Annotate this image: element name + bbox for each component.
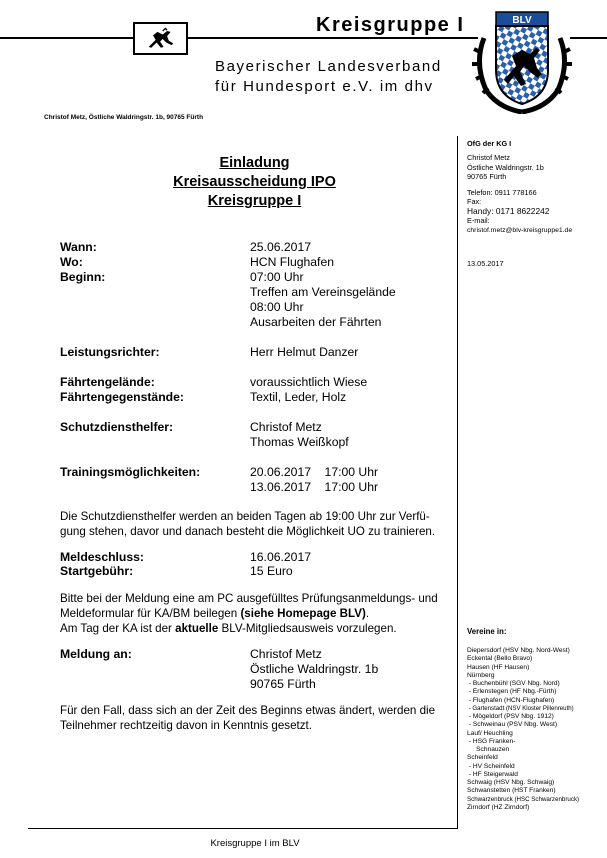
footer-rule xyxy=(28,828,458,829)
list-item: Zirndorf (HZ Zirndorf) xyxy=(467,803,530,811)
text-span: Am Tag der KA ist der xyxy=(60,622,176,635)
list-item: Schnauzen xyxy=(467,746,510,753)
list-item: Lauf/ Heuchling xyxy=(467,729,513,737)
list-item: Hausen (HF Hausen) xyxy=(467,663,530,671)
dog-logo-icon xyxy=(133,22,188,55)
beginn-value-3: 08:00 Uhr xyxy=(250,300,304,314)
vereine-title: Vereine in: xyxy=(467,627,507,636)
list-item: Scheinfeld xyxy=(467,754,498,762)
contact-line: 90765 Fürth xyxy=(467,172,507,181)
sender-address-line: Christof Metz, Östliche Waldringstr. 1b, 90765 Fürth xyxy=(44,114,204,121)
gegenstaende-label: Fährtengegenstände: xyxy=(60,390,184,404)
paragraph-line xyxy=(60,621,438,636)
beginn-value-4: Ausarbeiten der Fährten xyxy=(250,315,382,329)
doc-title-einladung: Einladung xyxy=(219,155,290,171)
blv-crest-icon xyxy=(470,8,574,114)
header-rule-right xyxy=(188,37,478,39)
emphasis-aktuelle: aktuelle xyxy=(175,622,219,635)
list-item: - HF Steigerwald xyxy=(467,770,518,778)
list-item: - Schweinau (PSV Nbg. West) xyxy=(467,721,558,729)
footer-text: Kreisgruppe I im BLV xyxy=(210,838,300,849)
org-name: Kreisgruppe I xyxy=(316,14,465,36)
vereine-list xyxy=(467,647,579,812)
beginn-label: Beginn: xyxy=(60,270,106,284)
list-item: - Mögeldorf (PSV Nbg. 1912) xyxy=(467,713,554,720)
contact-line: Christof Metz xyxy=(467,153,510,162)
list-item: - Erlenstegen (HF Nbg.-Fürth) xyxy=(467,688,557,696)
list-item: - HSG Franken- xyxy=(467,737,516,745)
contact-email-label: E-mail: xyxy=(467,216,490,225)
paragraph-line: Für den Fall, dass sich an der Zeit des Beginns etwas ändert, werden die xyxy=(60,704,436,717)
wann-label: Wann: xyxy=(60,240,97,254)
meldung-value-2: Östliche Waldringstr. 1b xyxy=(250,662,379,676)
paragraph-line: Teilnehmer rechtzeitig davon in Kenntnis gesetzt. xyxy=(60,719,312,732)
training-value-2: 13.06.2017 17:00 Uhr xyxy=(250,480,379,494)
meldeschluss-label: Meldeschluss: xyxy=(60,550,144,564)
list-item: Schwaig (HSV Nbg. Schwaig) xyxy=(467,779,555,786)
beginn-value-1: 07:00 Uhr xyxy=(250,270,304,284)
crest-label: BLV xyxy=(512,15,532,26)
wann-value: 25.06.2017 xyxy=(250,240,311,254)
beginn-value-2: Treffen am Vereinsgelände xyxy=(250,285,396,299)
paragraph-line xyxy=(60,606,438,621)
text-span: Meldeformular für KA/BM beilegen xyxy=(60,607,241,620)
paragraph-line: gung stehen, davor und danach besteht die Möglichkeit UO zu trainieren. xyxy=(60,525,436,538)
org-subtitle-line2: für Hundesport e.V. im dhv xyxy=(215,78,434,95)
homepage-hint: (siehe Homepage BLV) xyxy=(240,607,366,620)
paragraph-line: Die Schutzdiensthelfer werden an beiden Tagen ab 19:00 Uhr zur Verfü- xyxy=(60,510,430,523)
list-item: Eckental (Bello Bravo) xyxy=(467,655,533,663)
gelaende-label: Fährtengelände: xyxy=(60,375,155,389)
list-item: Schwarzenbruck (HSC Schwarzenbruck) xyxy=(467,795,580,803)
header-rule-far-right xyxy=(570,37,607,39)
meldung-an-label: Meldung an: xyxy=(60,647,132,661)
list-item: Diepersdorf (HSV Nbg. Nord-West) xyxy=(467,647,570,654)
doc-title-event: Kreisausscheidung IPO xyxy=(173,174,336,190)
text-span: BLV-Mitgliedsausweis vorzulegen. xyxy=(218,622,397,635)
list-item: Nürnberg xyxy=(467,671,495,679)
meldung-value-1: Christof Metz xyxy=(250,647,322,661)
paragraph-meldung xyxy=(60,591,438,636)
richter-value: Herr Helmut Danzer xyxy=(250,345,359,359)
schutz-value-2: Thomas Weißkopf xyxy=(250,435,349,449)
list-item: Schwanstetten (HST Franken) xyxy=(467,787,556,795)
paragraph-line: Bitte bei der Meldung eine am PC ausgefülltes Prüfungsanmeldungs- und xyxy=(60,592,438,605)
startgebuehr-value: 15 Euro xyxy=(250,564,293,578)
sidebar-divider xyxy=(457,136,458,828)
paragraph-hinweis xyxy=(60,703,435,733)
contact-mobile: Handy: 0171 8622242 xyxy=(467,205,550,216)
training-label: Trainingsmöglichkeiten: xyxy=(60,465,201,479)
paragraph-schutzdienst xyxy=(60,509,435,539)
contact-fax: Fax: xyxy=(467,197,482,206)
schutz-value-1: Christof Metz xyxy=(250,420,322,434)
header-rule-left xyxy=(0,37,133,39)
doc-title-group: Kreisgruppe I xyxy=(207,193,302,209)
training-value-1: 20.06.2017 17:00 Uhr xyxy=(250,465,379,479)
sidebar-date: 13.05.2017 xyxy=(467,259,504,268)
wo-label: Wo: xyxy=(60,255,83,269)
list-item: - Buchenbühl (SGV Nbg. Nord) xyxy=(467,680,560,687)
contact-phone: Telefon: 0911 778166 xyxy=(467,187,537,197)
text-span: . xyxy=(365,607,370,620)
contact-line: Östliche Waldringstr. 1b xyxy=(467,162,544,172)
list-item: - HV Scheinfeld xyxy=(467,762,515,770)
meldung-value-3: 90765 Fürth xyxy=(250,677,316,691)
contact-email[interactable]: christof.metz@blv-kreisgruppe1.de xyxy=(467,226,573,234)
schutz-label: Schutzdiensthelfer: xyxy=(60,420,174,434)
gegenstaende-value: Textil, Leder, Holz xyxy=(250,390,347,404)
wo-value: HCN Flughafen xyxy=(250,255,334,269)
gelaende-value: voraussichtlich Wiese xyxy=(250,375,368,389)
list-item: - Flughafen (HCN-Flughafen) xyxy=(467,696,555,704)
startgebuehr-label: Startgebühr: xyxy=(60,564,134,578)
org-subtitle-line1: Bayerischer Landesverband xyxy=(215,58,442,75)
list-item: - Gartenstadt (NSV Kloster Pillenreuth) xyxy=(467,704,574,712)
richter-label: Leistungsrichter: xyxy=(60,345,160,359)
meldeschluss-value: 16.06.2017 xyxy=(250,550,311,564)
sidebar-title: OfG der KG I xyxy=(467,139,512,148)
